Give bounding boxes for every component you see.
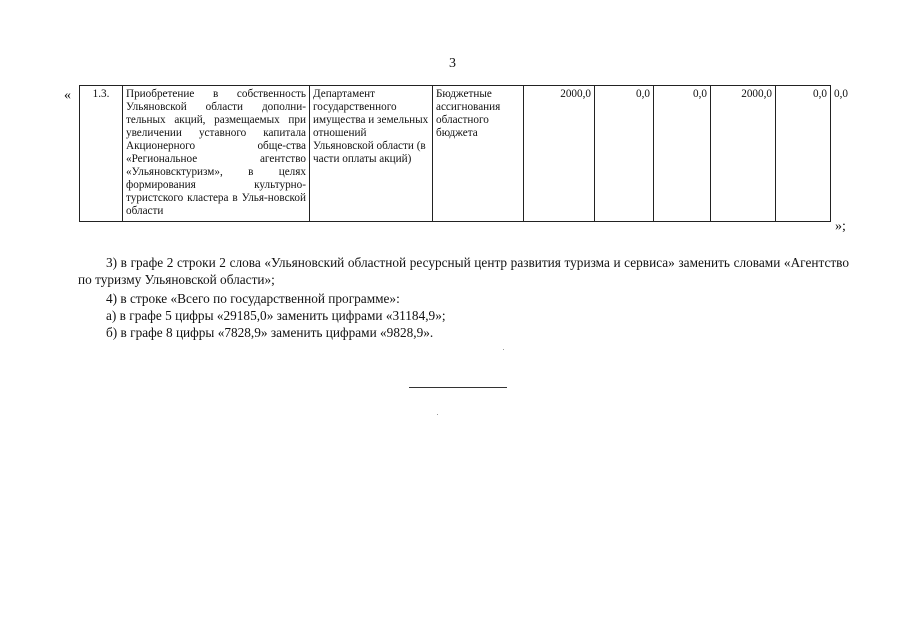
scan-speck [503, 349, 504, 350]
row-number-cell: 1.3. [80, 86, 123, 222]
scan-speck [437, 414, 438, 415]
separator-line [409, 387, 507, 388]
paragraph-3: 3) в графе 2 строки 2 слова «Ульяновский областной ресурсный центр развития туризма и сервиса» заменить словами «Агентство по туризму Ульяновской области»; [78, 255, 849, 287]
paragraph-4: 4) в строке «Всего по государственной программе»: [106, 291, 400, 306]
funding-source-cell: Бюджетные ассигнования областного бюджета [433, 86, 524, 222]
executor-cell: Департамент государственного имущества и земельных отношений Ульяновской области (в части оплаты акций) [310, 86, 433, 222]
amendment-table [79, 85, 848, 222]
value-cell-year-3: 0,0 [654, 86, 711, 222]
page-number: 3 [449, 56, 456, 71]
value-cell-total: 2000,0 [524, 86, 595, 222]
paragraph-4b: б) в графе 8 цифры «7828,9» заменить цифрами «9828,9». [106, 325, 434, 340]
opening-quote: « [64, 88, 71, 103]
paragraph-4a: а) в графе 5 цифры «29185,0» заменить цифрами «31184,9»; [106, 308, 446, 323]
value-cell-year-2: 0,0 [595, 86, 654, 222]
value-cell-year-4: 2000,0 [711, 86, 776, 222]
value-cell-year-5: 0,0 [776, 86, 831, 222]
table-row: 1.3. Приобретение в собственность Ульяновской области дополни-тельных акций, размещаемых при увеличении уставного капитала Акционерного обще-ства «Региональное агентство «Ульяновсктуризм», в целях формирования культурно-туристского кластера в Улья-новской области Департамент государственного имущества и земельных отношений Ульяновской области (в части оплаты акций) Бюджетные ассигнования областного бюджета 2000,0 0,0 0,0 2000,0 0,0 0,0 [80, 86, 831, 222]
description-cell: Приобретение в собственность Ульяновской области дополни-тельных акций, размещаемых при увеличении уставного капитала Акционерного обще-ства «Региональное агентство «Ульяновсктуризм», в целях формирования культурно-туристского кластера в Улья-новской области [123, 86, 310, 222]
closing-quote: »; [835, 219, 846, 234]
